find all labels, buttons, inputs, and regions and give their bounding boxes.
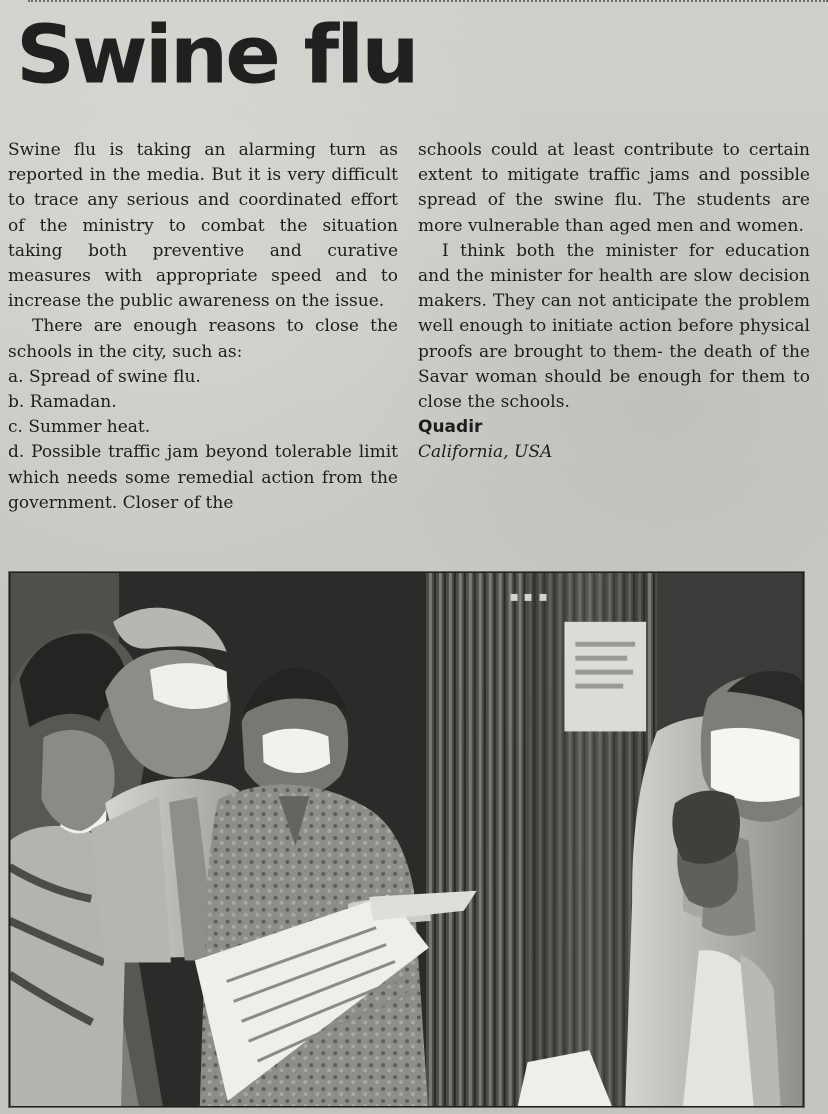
reason-item: a. Spread of swine flu. [8, 366, 201, 387]
headline: Swine flu [16, 9, 417, 103]
right-paragraph-1: schools could at least contribute to certain extent to mitigate traffic jams and possible spread of the swine flu. The students are more vulnerable than aged men and women. [418, 140, 810, 236]
right-paragraph-2: I think both the minister for education and the minister for health are slow decision makers. They can not anticipate the problem well enough to initiate action before physical proofs are brought to them- the death of the Savar woman should be enough for them to close the schools. [418, 240, 810, 413]
reason-item: c. Summer heat. [8, 417, 151, 438]
author-location: California, USA [418, 442, 553, 463]
top-dotted-rule [28, 0, 828, 6]
author-name: Quadir [418, 417, 483, 438]
reason-item: b. Ramadan. [8, 392, 117, 413]
left-paragraph-1: Swine flu is taking an alarming turn as reported in the media. But it is very difficult to trace any serious and coordinated effort of the ministry to combat the situation taking both preventive and curative measures with appropriate speed and to increase the public awareness on the issue. [8, 140, 398, 312]
news-photo-icon [9, 572, 804, 1107]
right-article-column [418, 138, 810, 466]
reasons-list [8, 365, 398, 516]
left-paragraph-2: There are enough reasons to close the schools in the city, such as: [8, 316, 398, 362]
news-photo [8, 571, 805, 1108]
reason-item: d. Possible traffic jam beyond tolerable limit which needs some remedial action from the government. Closer of the [8, 442, 398, 513]
left-article-column [8, 138, 398, 516]
